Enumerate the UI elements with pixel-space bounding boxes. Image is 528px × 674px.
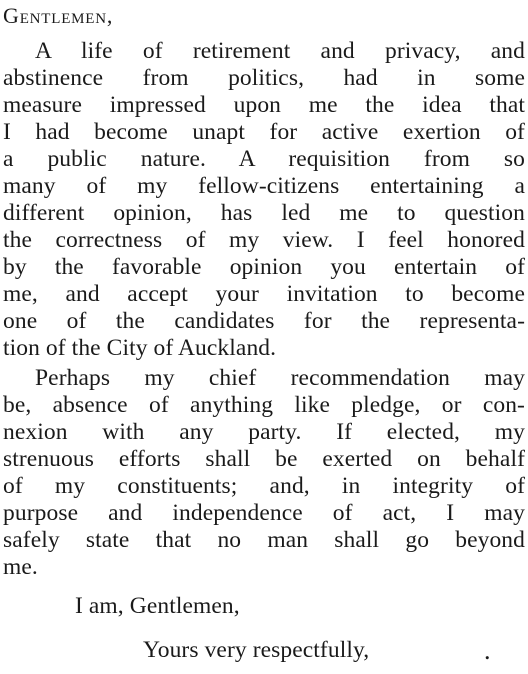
paragraph-2-line-3: nexion with any party. If elected, my: [3, 419, 525, 445]
closing-line-1: I am, Gentlemen,: [75, 593, 240, 619]
trailing-mark: .: [484, 636, 491, 665]
paragraph-1-line-7: different opinion, has led me to question: [3, 200, 525, 226]
closing-line-2: Yours very respectfully,: [143, 637, 370, 663]
paragraph-1-line-6: many of my fellow-citizens entertaining a: [3, 173, 525, 199]
paragraph-1-line-5: a public nature. A requisition from so: [3, 146, 525, 172]
paragraph-2-line-2: be, absence of anything like pledge, or con-: [3, 392, 525, 418]
paragraph-2-line-4: strenuous efforts shall be exerted on behalf: [3, 446, 525, 472]
paragraph-2-line-7: safely state that no man shall go beyond: [3, 527, 525, 553]
paragraph-1-line-4: I had become unapt for active exertion of: [3, 119, 525, 145]
paragraph-1-line-8: the correctness of my view. I feel honored: [3, 227, 525, 253]
paragraph-1-line-11: one of the candidates for the representa-: [3, 308, 525, 334]
paragraph-2-line-8: me.: [3, 554, 38, 580]
paragraph-1-line-12: tion of the City of Auckland.: [3, 335, 277, 361]
paragraph-1-line-9: by the favorable opinion you entertain of: [3, 254, 525, 280]
paragraph-1-line-1: A life of retirement and privacy, and: [35, 38, 525, 64]
salutation: Gentlemen,: [3, 3, 114, 28]
paragraph-1-line-3: measure impressed upon me the idea that: [3, 92, 525, 118]
paragraph-2-line-1: Perhaps my chief recommendation may: [35, 365, 525, 391]
paragraph-2-line-6: purpose and independence of act, I may: [3, 500, 525, 526]
paragraph-1-line-2: abstinence from politics, had in some: [3, 65, 525, 91]
paragraph-1-line-10: me, and accept your invitation to become: [3, 281, 525, 307]
paragraph-2-line-5: of my constituents; and, in integrity of: [3, 473, 525, 499]
